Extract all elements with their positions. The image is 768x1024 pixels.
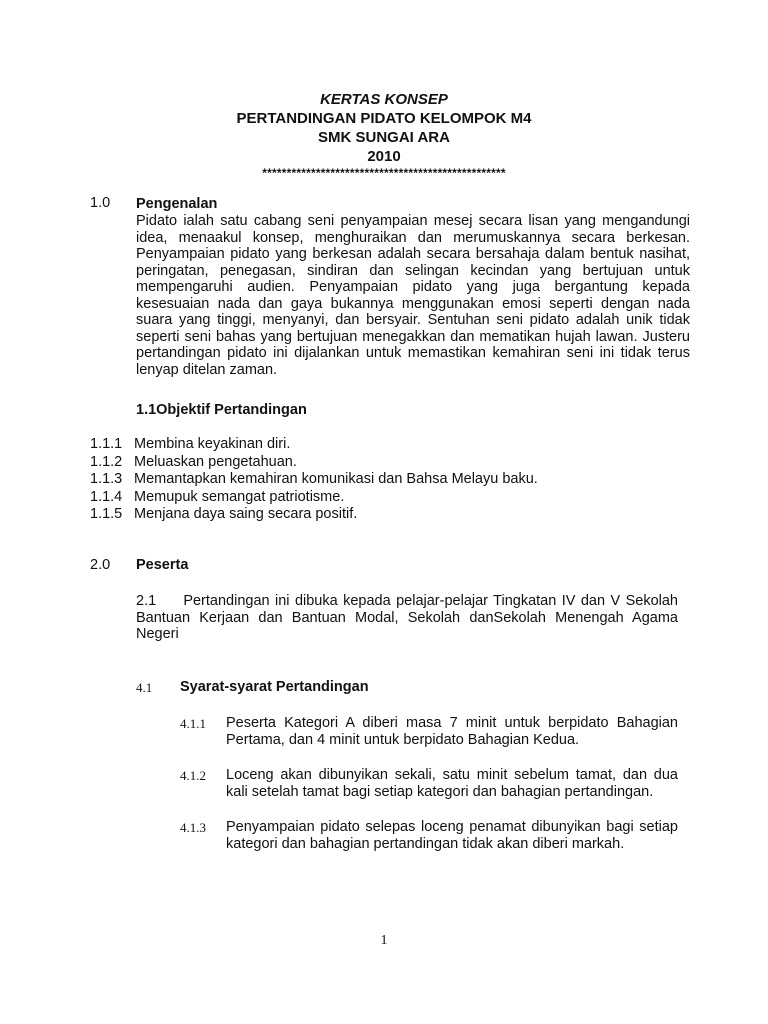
section-2-heading: Peserta (136, 557, 189, 573)
item-number: 4.1.1 (180, 716, 206, 731)
section-4-1-number: 4.1 (136, 680, 153, 695)
list-item (90, 454, 690, 472)
list-item (90, 436, 690, 454)
condition-item (180, 819, 678, 853)
item-number: 4.1.2 (180, 768, 206, 783)
condition-item (180, 767, 678, 801)
doc-title: KERTAS KONSEP (320, 91, 448, 108)
section-4-1-heading: Syarat-syarat Pertandingan (180, 679, 369, 695)
section-2-number: 2.0 (90, 557, 111, 573)
item-number: 4.1.3 (180, 820, 206, 835)
item-text: Penyampaian pidato selepas loceng penamat dibunyikan bagi setiap kategori dan bahagian pertandingan tidak akan diberi markah. (226, 819, 678, 852)
school-name: SMK SUNGAI ARA (318, 129, 450, 146)
list-item (90, 489, 690, 507)
condition-item (180, 715, 678, 749)
item-number: 1.1.4 (90, 488, 123, 505)
item-text: Memantapkan kemahiran komunikasi dan Bahsa Melayu baku. (134, 471, 538, 488)
item-text: Meluaskan pengetahuan. (134, 453, 297, 470)
item-text: Loceng akan dibunyikan sekali, satu minit sebelum tamat, dan dua kali setelah tamat bagi setiap kategori dan bahagian pertandingan. (226, 767, 678, 800)
item-number: 1.1.2 (90, 453, 123, 470)
list-item (90, 471, 690, 489)
section-heading: Pengenalan (136, 196, 218, 212)
item-number: 1.1.1 (90, 436, 123, 452)
page-number: 1 (380, 933, 388, 948)
list-item (90, 506, 690, 524)
title-block (0, 90, 768, 180)
item-text: Peserta Kategori A diberi masa 7 minit untuk berpidato Bahagian Pertama, dan 4 minit untuk berpidato Bahagian Kedua. (226, 715, 678, 748)
item-text: Menjana daya saing secara positif. (134, 506, 358, 523)
section-1 (90, 195, 690, 378)
item-text: Membina keyakinan diri. (134, 436, 291, 452)
objectives-heading: 1.1Objektif Pertandingan (136, 402, 307, 418)
item-number: 1.1.3 (90, 471, 123, 488)
star-divider: ************************************************** (262, 166, 506, 180)
item-text: Memupuk semangat patriotisme. (134, 488, 345, 505)
section-2-1-paragraph: 2.1 Pertandingan ini dibuka kepada pelajar-pelajar Tingkatan IV dan V Sekolah Bantuan Kerjaan dan Bantuan Modal, Sekolah danSekolah Menengah Agama Negeri (136, 593, 683, 642)
item-number: 1.1.5 (90, 506, 123, 523)
doc-subtitle: PERTANDINGAN PIDATO KELOMPOK M4 (236, 110, 532, 127)
intro-paragraph: Pidato ialah satu cabang seni penyampaian mesej secara lisan yang mengandungi idea, menaakul konsep, menghuraikan dan merumuskannya secara berkesan. Penyampaian pidato yang berkesan adalah secara bersahaja dalam bentuk nasihat, peringatan, penegasan, sindiran dan selingan kecindan yang bertujuan untuk mempengaruhi audien. Penyampaian pidato yang juga bergantung kepada kesesuaian nada dan gaya bukannya menggunakan emosi seperti dengan nada suara yang tinggi, menyanyi, dan bersyair. Sentuhan seni pidato adalah unik tidak seperti seni bahas yang bertujuan menegakkan dan mematikan hujah lawan. Justeru pertandingan pidato ini dijalankan untuk memastikan kemahiran seni ini tidak terus lenyap ditelan zaman. (136, 213, 690, 378)
year: 2010 (367, 148, 401, 165)
section-number: 1.0 (90, 195, 111, 211)
objectives-list (90, 436, 690, 524)
